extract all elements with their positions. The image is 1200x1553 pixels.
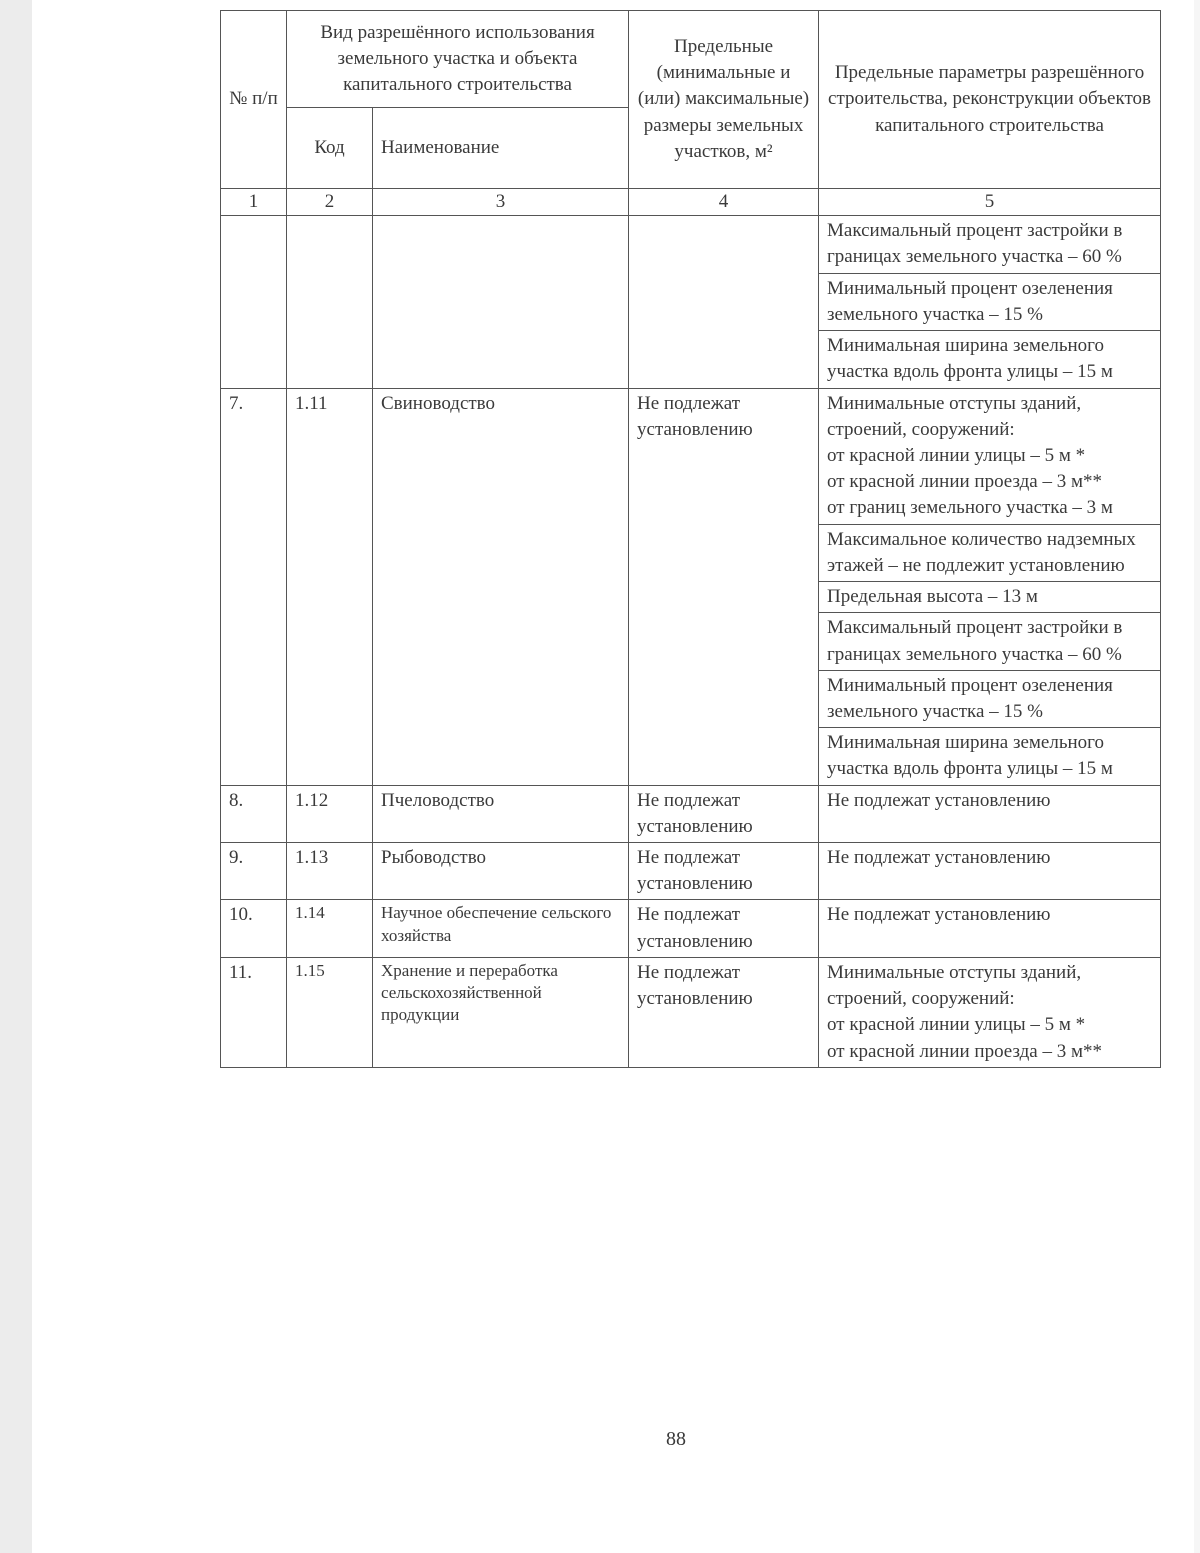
name-cell: Научное обеспечение сельского хозяйства bbox=[373, 900, 629, 957]
code-cell: 1.14 bbox=[287, 900, 373, 957]
header-kind-group: Вид разрешённого использования земельного участка и объекта капитального строительства bbox=[287, 11, 629, 108]
column-number: 1 bbox=[221, 189, 287, 216]
column-number: 4 bbox=[629, 189, 819, 216]
param-cell-setbacks bbox=[819, 957, 1161, 1067]
scan-right-edge bbox=[1194, 0, 1200, 1553]
num-cell: 7. bbox=[221, 388, 287, 785]
page-number: 88 bbox=[666, 1428, 686, 1450]
table-row bbox=[221, 388, 1161, 524]
header-params: Предельные параметры разрешённого строительства, реконструкции объектов капитального строительства bbox=[819, 11, 1161, 189]
param-cell: Максимальный процент застройки в границах земельного участка – 60 % bbox=[819, 216, 1161, 273]
code-cell: 1.13 bbox=[287, 843, 373, 900]
name-cell: Хранение и переработка сельскохозяйственной продукции bbox=[373, 957, 629, 1067]
num-cell: 9. bbox=[221, 843, 287, 900]
sizes-cell bbox=[629, 216, 819, 388]
column-number: 2 bbox=[287, 189, 373, 216]
code-cell: 1.12 bbox=[287, 785, 373, 842]
header-code: Код bbox=[287, 108, 373, 189]
param-line: от границ земельного участка – 3 м bbox=[827, 497, 1113, 519]
header-row-1 bbox=[221, 11, 1161, 108]
column-number-row bbox=[221, 189, 1161, 216]
param-line: от красной линии улицы – 5 м * bbox=[827, 1014, 1086, 1036]
table-row bbox=[221, 957, 1161, 1067]
sizes-cell: Не подлежат установлению bbox=[629, 388, 819, 785]
num-cell: 10. bbox=[221, 900, 287, 957]
param-line: от красной линии проезда – 3 м** bbox=[827, 1040, 1103, 1062]
column-number: 3 bbox=[373, 189, 629, 216]
land-use-table bbox=[220, 10, 1161, 1068]
scan-left-edge bbox=[0, 0, 32, 1553]
header-name: Наименование bbox=[373, 108, 629, 189]
param-line: от красной линии улицы – 5 м * bbox=[827, 444, 1086, 466]
table-row bbox=[221, 216, 1161, 273]
num-cell: 8. bbox=[221, 785, 287, 842]
param-cell: Не подлежат установлению bbox=[819, 843, 1161, 900]
column-number: 5 bbox=[819, 189, 1161, 216]
code-cell bbox=[287, 216, 373, 388]
param-cell: Минимальный процент озеленения земельного участка – 15 % bbox=[819, 273, 1161, 330]
sizes-cell: Не подлежат установлению bbox=[629, 785, 819, 842]
param-line: Минимальные отступы зданий, строений, сооружений: bbox=[827, 961, 1082, 1010]
param-cell: Не подлежат установлению bbox=[819, 785, 1161, 842]
name-cell bbox=[373, 216, 629, 388]
code-cell: 1.11 bbox=[287, 388, 373, 785]
param-cell: Максимальное количество надземных этажей – не подлежит установлению bbox=[819, 524, 1161, 581]
name-cell: Рыбоводство bbox=[373, 843, 629, 900]
table-row bbox=[221, 900, 1161, 957]
name-cell: Пчеловодство bbox=[373, 785, 629, 842]
sizes-cell: Не подлежат установлению bbox=[629, 957, 819, 1067]
sizes-cell: Не подлежат установлению bbox=[629, 843, 819, 900]
num-cell: 11. bbox=[221, 957, 287, 1067]
code-cell: 1.15 bbox=[287, 957, 373, 1067]
sizes-cell: Не подлежат установлению bbox=[629, 900, 819, 957]
header-sizes: Предельные (минимальные и (или) максимальные) размеры земельных участков, м² bbox=[629, 11, 819, 189]
param-cell: Минимальная ширина земельного участка вдоль фронта улицы – 15 м bbox=[819, 331, 1161, 388]
param-cell: Максимальный процент застройки в границах земельного участка – 60 % bbox=[819, 613, 1161, 670]
param-cell-setbacks bbox=[819, 388, 1161, 524]
header-num: № п/п bbox=[221, 11, 287, 189]
num-cell bbox=[221, 216, 287, 388]
param-cell: Минимальная ширина земельного участка вдоль фронта улицы – 15 м bbox=[819, 728, 1161, 785]
table-row bbox=[221, 843, 1161, 900]
table-row bbox=[221, 785, 1161, 842]
param-cell: Предельная высота – 13 м bbox=[819, 582, 1161, 613]
param-cell: Минимальный процент озеленения земельного участка – 15 % bbox=[819, 670, 1161, 727]
param-line: Минимальные отступы зданий, строений, сооружений: bbox=[827, 392, 1082, 440]
param-line: от красной линии проезда – 3 м** bbox=[827, 471, 1103, 493]
param-cell: Не подлежат установлению bbox=[819, 900, 1161, 957]
name-cell: Свиноводство bbox=[373, 388, 629, 785]
